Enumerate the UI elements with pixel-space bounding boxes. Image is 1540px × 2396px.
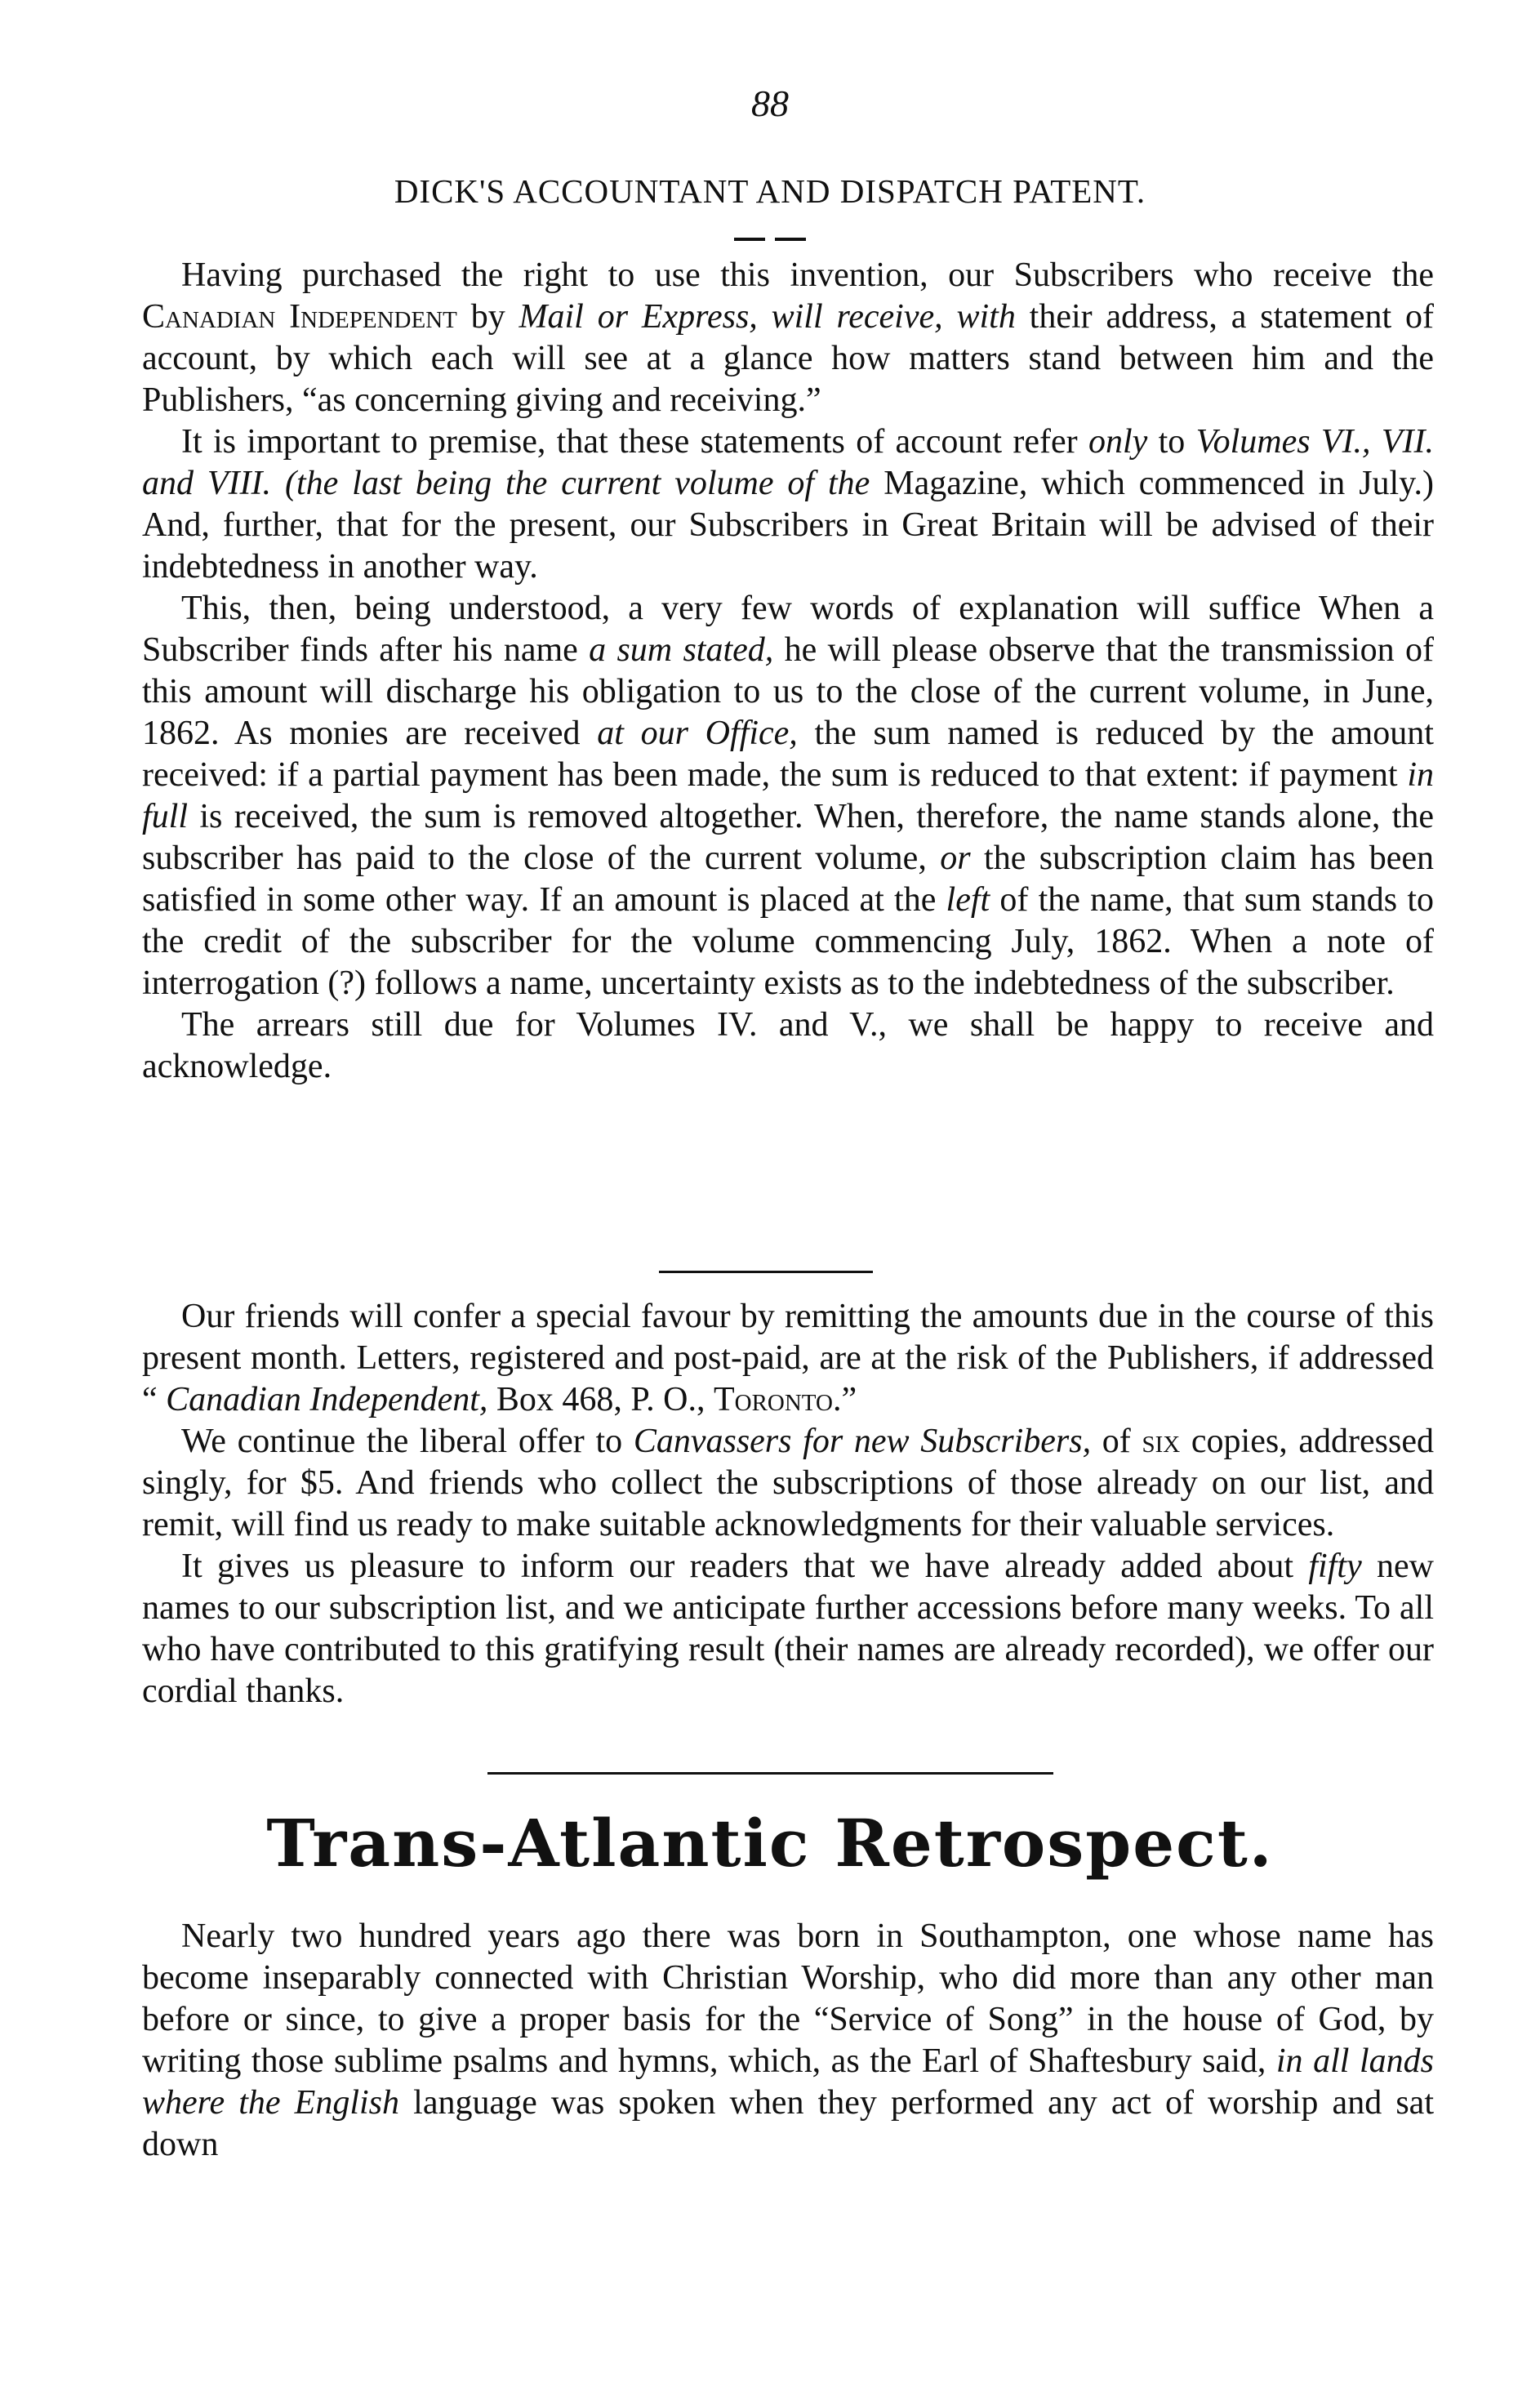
divider-rule bbox=[487, 1772, 1053, 1775]
notices-section bbox=[142, 1296, 1434, 1712]
divider-rule bbox=[659, 1271, 873, 1273]
dash-ornament bbox=[0, 232, 1540, 247]
retrospect-section bbox=[142, 1916, 1434, 2166]
paragraph: Our friends will confer a special favour by remitting the amounts due in the course of this present month. Letters, registered and post-paid, are at the risk of the Publishers, if addressed “ Canadian Independent, Box 468, P. O., Toronto.” bbox=[142, 1298, 1434, 1418]
paragraph: Nearly two hundred years ago there was born in Southampton, one whose name has become inseparably connected with Christian Worship, who did more than any other man before or since, to give a proper basis for the “Service of Song” in the house of God, by writing those sublime psalms and hymns, which, as the Earl of Shaftesbury said, in all lands where the English language was spoken when they performed any act of worship and sat down bbox=[142, 1917, 1434, 2163]
paragraph: Having purchased the right to use this invention, our Subscribers who receive the Canadian Independent by Mail or Express, will receive, with their address, a statement of account, by which each will see at a glance how matters stand between him and the Publishers, “as concerning giving and receiving.” bbox=[142, 256, 1435, 419]
paragraph: We continue the liberal offer to Canvassers for new Subscribers, of six copies, addressed singly, for $5. And friends who collect the subscriptions of those already on our list, and remit, will find us ready to make suitable acknowledgments for their valuable services. bbox=[142, 1423, 1434, 1543]
section-title: Trans-Atlantic Retrospect. bbox=[266, 1805, 1274, 1882]
paragraph: It gives us pleasure to inform our readers that we have already added about fifty new names to our subscription list, and we anticipate further accessions before many weeks. To all who have contributed to this gratifying result (their names are already recorded), we offer our cordial thanks. bbox=[142, 1548, 1434, 1710]
page-number: 88 bbox=[751, 82, 789, 124]
paragraph: It is important to premise, that these statements of account refer only to Volumes VI., VII. and VIII. (the last being the current volume of the Magazine, which commenced in July.) And, further, that for the present, our Subscribers in Great Britain will be advised of their indebtedness in another way. bbox=[142, 423, 1435, 586]
paragraph: The arrears still due for Volumes IV. and V., we shall be happy to receive and acknowledge. bbox=[142, 1006, 1434, 1085]
paragraph: This, then, being understood, a very few words of explanation will suffice When a Subscriber finds after his name a sum stated, he will please observe that the transmission of this amount will discharge his obligation to us to the close of the current volume, in June, 1862. As monies are received at our Office, the sum named is reduced by the amount received: if a partial payment has been made, the sum is reduced to that extent: if payment in full is received, the sum is removed altogether. When, therefore, the name stands alone, the subscriber has paid to the close of the current volume, or the subscription claim has been satisfied in some other way. If an amount is placed at the left of the name, that sum stands to the credit of the subscriber for the volume commencing July, 1862. When a note of interrogation (?) follows a name, uncertainty exists as to the indebtedness of the subscriber. bbox=[142, 590, 1435, 1002]
accountant-section bbox=[142, 255, 1434, 1088]
section-heading: DICK'S ACCOUNTANT AND DISPATCH PATENT. bbox=[394, 172, 1146, 210]
